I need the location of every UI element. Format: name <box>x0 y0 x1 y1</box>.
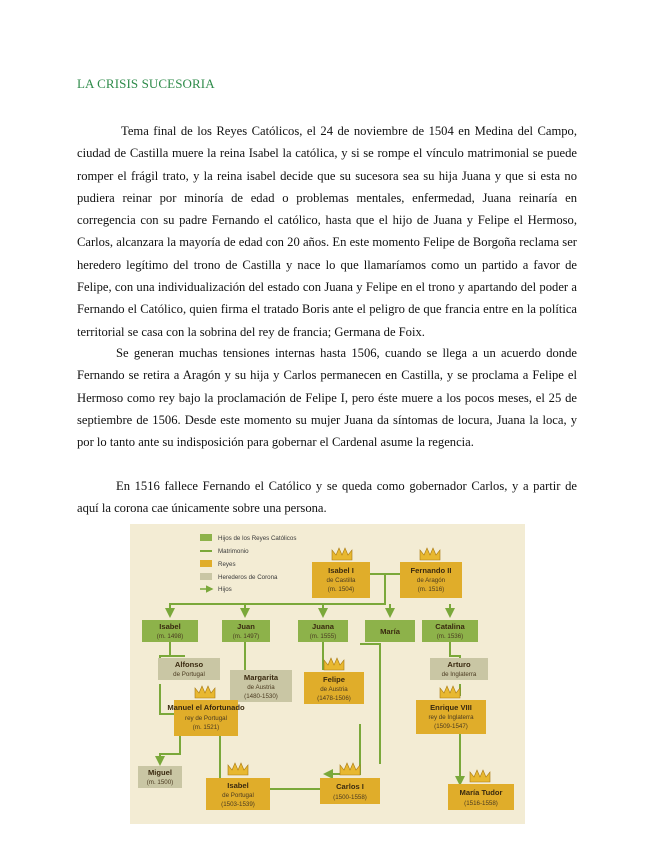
node-juana <box>298 620 348 642</box>
svg-text:(m. 1555): (m. 1555) <box>309 633 337 640</box>
svg-text:(m. 1497): (m. 1497) <box>232 633 260 640</box>
svg-text:Alfonso: Alfonso <box>174 660 204 669</box>
svg-text:(m. 1521): (m. 1521) <box>192 724 220 731</box>
svg-text:de Portugal: de Portugal <box>173 671 205 678</box>
svg-text:María Tudor: María Tudor <box>459 788 503 797</box>
node-catalina <box>422 620 478 642</box>
legend-marriage: Matrimonio <box>218 548 249 555</box>
svg-text:(m. 1504): (m. 1504) <box>327 586 355 593</box>
svg-text:Manuel el Afortunado: Manuel el Afortunado <box>167 703 245 712</box>
svg-text:(1478-1506): (1478-1506) <box>317 695 351 702</box>
svg-text:(m. 1536): (m. 1536) <box>436 633 464 640</box>
legend-swatch-heirs <box>200 573 212 580</box>
svg-text:Juan: Juan <box>237 622 255 631</box>
svg-text:Carlos I: Carlos I <box>336 782 364 791</box>
node-juan <box>222 620 270 642</box>
paragraph-3: En 1516 fallece Fernando el Católico y se queda como gobernador Carlos, y a partir de aquí la corona cae únicamente sobre una persona. <box>77 479 577 516</box>
svg-text:de Portugal: de Portugal <box>222 792 254 799</box>
paragraph-1: Tema final de los Reyes Católicos, el 24 de noviembre de 1504 en Medina del Campo, ciudad de Castilla muere la reina Isabel la católica, y si se rompe el vínculo matrimonial se puede romper el frágil trato, y la reina isabel decide que su sucesora sea su hija Juana y que si esta no pudiera reinar por minoría de edad o problemas mentales, enfermedad, Juana reinaría en corregencia con su padre Fernando el católico, hasta que el hijo de Juana y Felipe el Hermoso, Carlos, alcanzara la mayoría de edad con 20 años. En este momento Felipe de Borgoña reclama ser heredero legítimo del trono de Castilla y nace lo que llamaríamos como un partido a favor de Felipe, con una individualización del estado con Juana y Felipe en el trono y apartando del poder a Fernando el Católico, quien firma el tratado Boris ante el peligro de que francia entre en la política territorial se casa con la sobrina del rey de francia; Germana de Foix. <box>77 124 577 339</box>
svg-text:Fernando II: Fernando II <box>410 566 452 575</box>
svg-text:(m. 1498): (m. 1498) <box>156 633 184 640</box>
node-maria <box>365 620 415 642</box>
legend-children: Hijos de los Reyes Católicos <box>218 535 297 542</box>
paragraph-2: Se generan muchas tensiones internas hasta 1506, cuando se llega a un acuerdo donde Fernando se retira a Aragón y su hija y Carlos permanecen en Castilla, y se proclama a Felipe el Hermoso como rey bajo la proclamación de Felipe I, pero éste muere a los pocos meses, el 25 de septiembre de 1506. Desde este momento su mujer Juana da síntomas de locura, Juana la loca, y por lo tanto ante su indisposición para gobernar el Cardenal asume la regencia. <box>77 346 577 450</box>
svg-text:Arturo: Arturo <box>447 660 471 669</box>
svg-text:rey de Inglaterra: rey de Inglaterra <box>428 714 474 721</box>
svg-text:Isabel: Isabel <box>227 781 249 790</box>
svg-text:(m. 1516): (m. 1516) <box>417 586 445 593</box>
svg-text:de Austria: de Austria <box>320 686 348 693</box>
section-title: LA CRISIS SUCESORIA <box>77 76 215 91</box>
legend-swatch-kings <box>200 560 212 567</box>
svg-text:(1516-1558): (1516-1558) <box>464 800 498 807</box>
legend-swatch-children <box>200 534 212 541</box>
svg-text:de Austria: de Austria <box>247 684 275 691</box>
svg-text:de Inglaterra: de Inglaterra <box>441 671 477 678</box>
family-tree-diagram <box>130 524 525 824</box>
node-miguel <box>138 766 182 788</box>
svg-text:(1480-1530): (1480-1530) <box>244 693 278 700</box>
svg-text:de Castilla: de Castilla <box>326 577 356 584</box>
node-alfonso <box>158 658 220 680</box>
legend-offspring: Hijos <box>218 586 232 593</box>
legend-heirs: Herederos de Corona <box>218 574 278 581</box>
svg-text:Margarita: Margarita <box>243 673 279 682</box>
svg-text:Enrique VIII: Enrique VIII <box>430 703 472 712</box>
svg-text:Catalina: Catalina <box>435 622 465 631</box>
svg-text:(1509-1547): (1509-1547) <box>434 723 468 730</box>
svg-text:Miguel: Miguel <box>147 768 173 777</box>
node-isabel <box>142 620 198 642</box>
svg-text:Isabel: Isabel <box>159 622 181 631</box>
svg-text:María: María <box>380 627 400 636</box>
svg-text:(m. 1500): (m. 1500) <box>146 779 174 786</box>
svg-text:(1503-1539): (1503-1539) <box>221 801 255 808</box>
svg-text:de Aragón: de Aragón <box>416 577 446 584</box>
legend-kings: Reyes <box>218 561 236 568</box>
svg-text:(1500-1558): (1500-1558) <box>333 794 367 801</box>
node-arturo <box>430 658 488 680</box>
node-margarita <box>230 670 292 702</box>
svg-text:Felipe: Felipe <box>323 675 345 684</box>
svg-text:Isabel I: Isabel I <box>328 566 354 575</box>
svg-text:rey de Portugal: rey de Portugal <box>185 715 227 722</box>
svg-text:Juana: Juana <box>312 622 334 631</box>
